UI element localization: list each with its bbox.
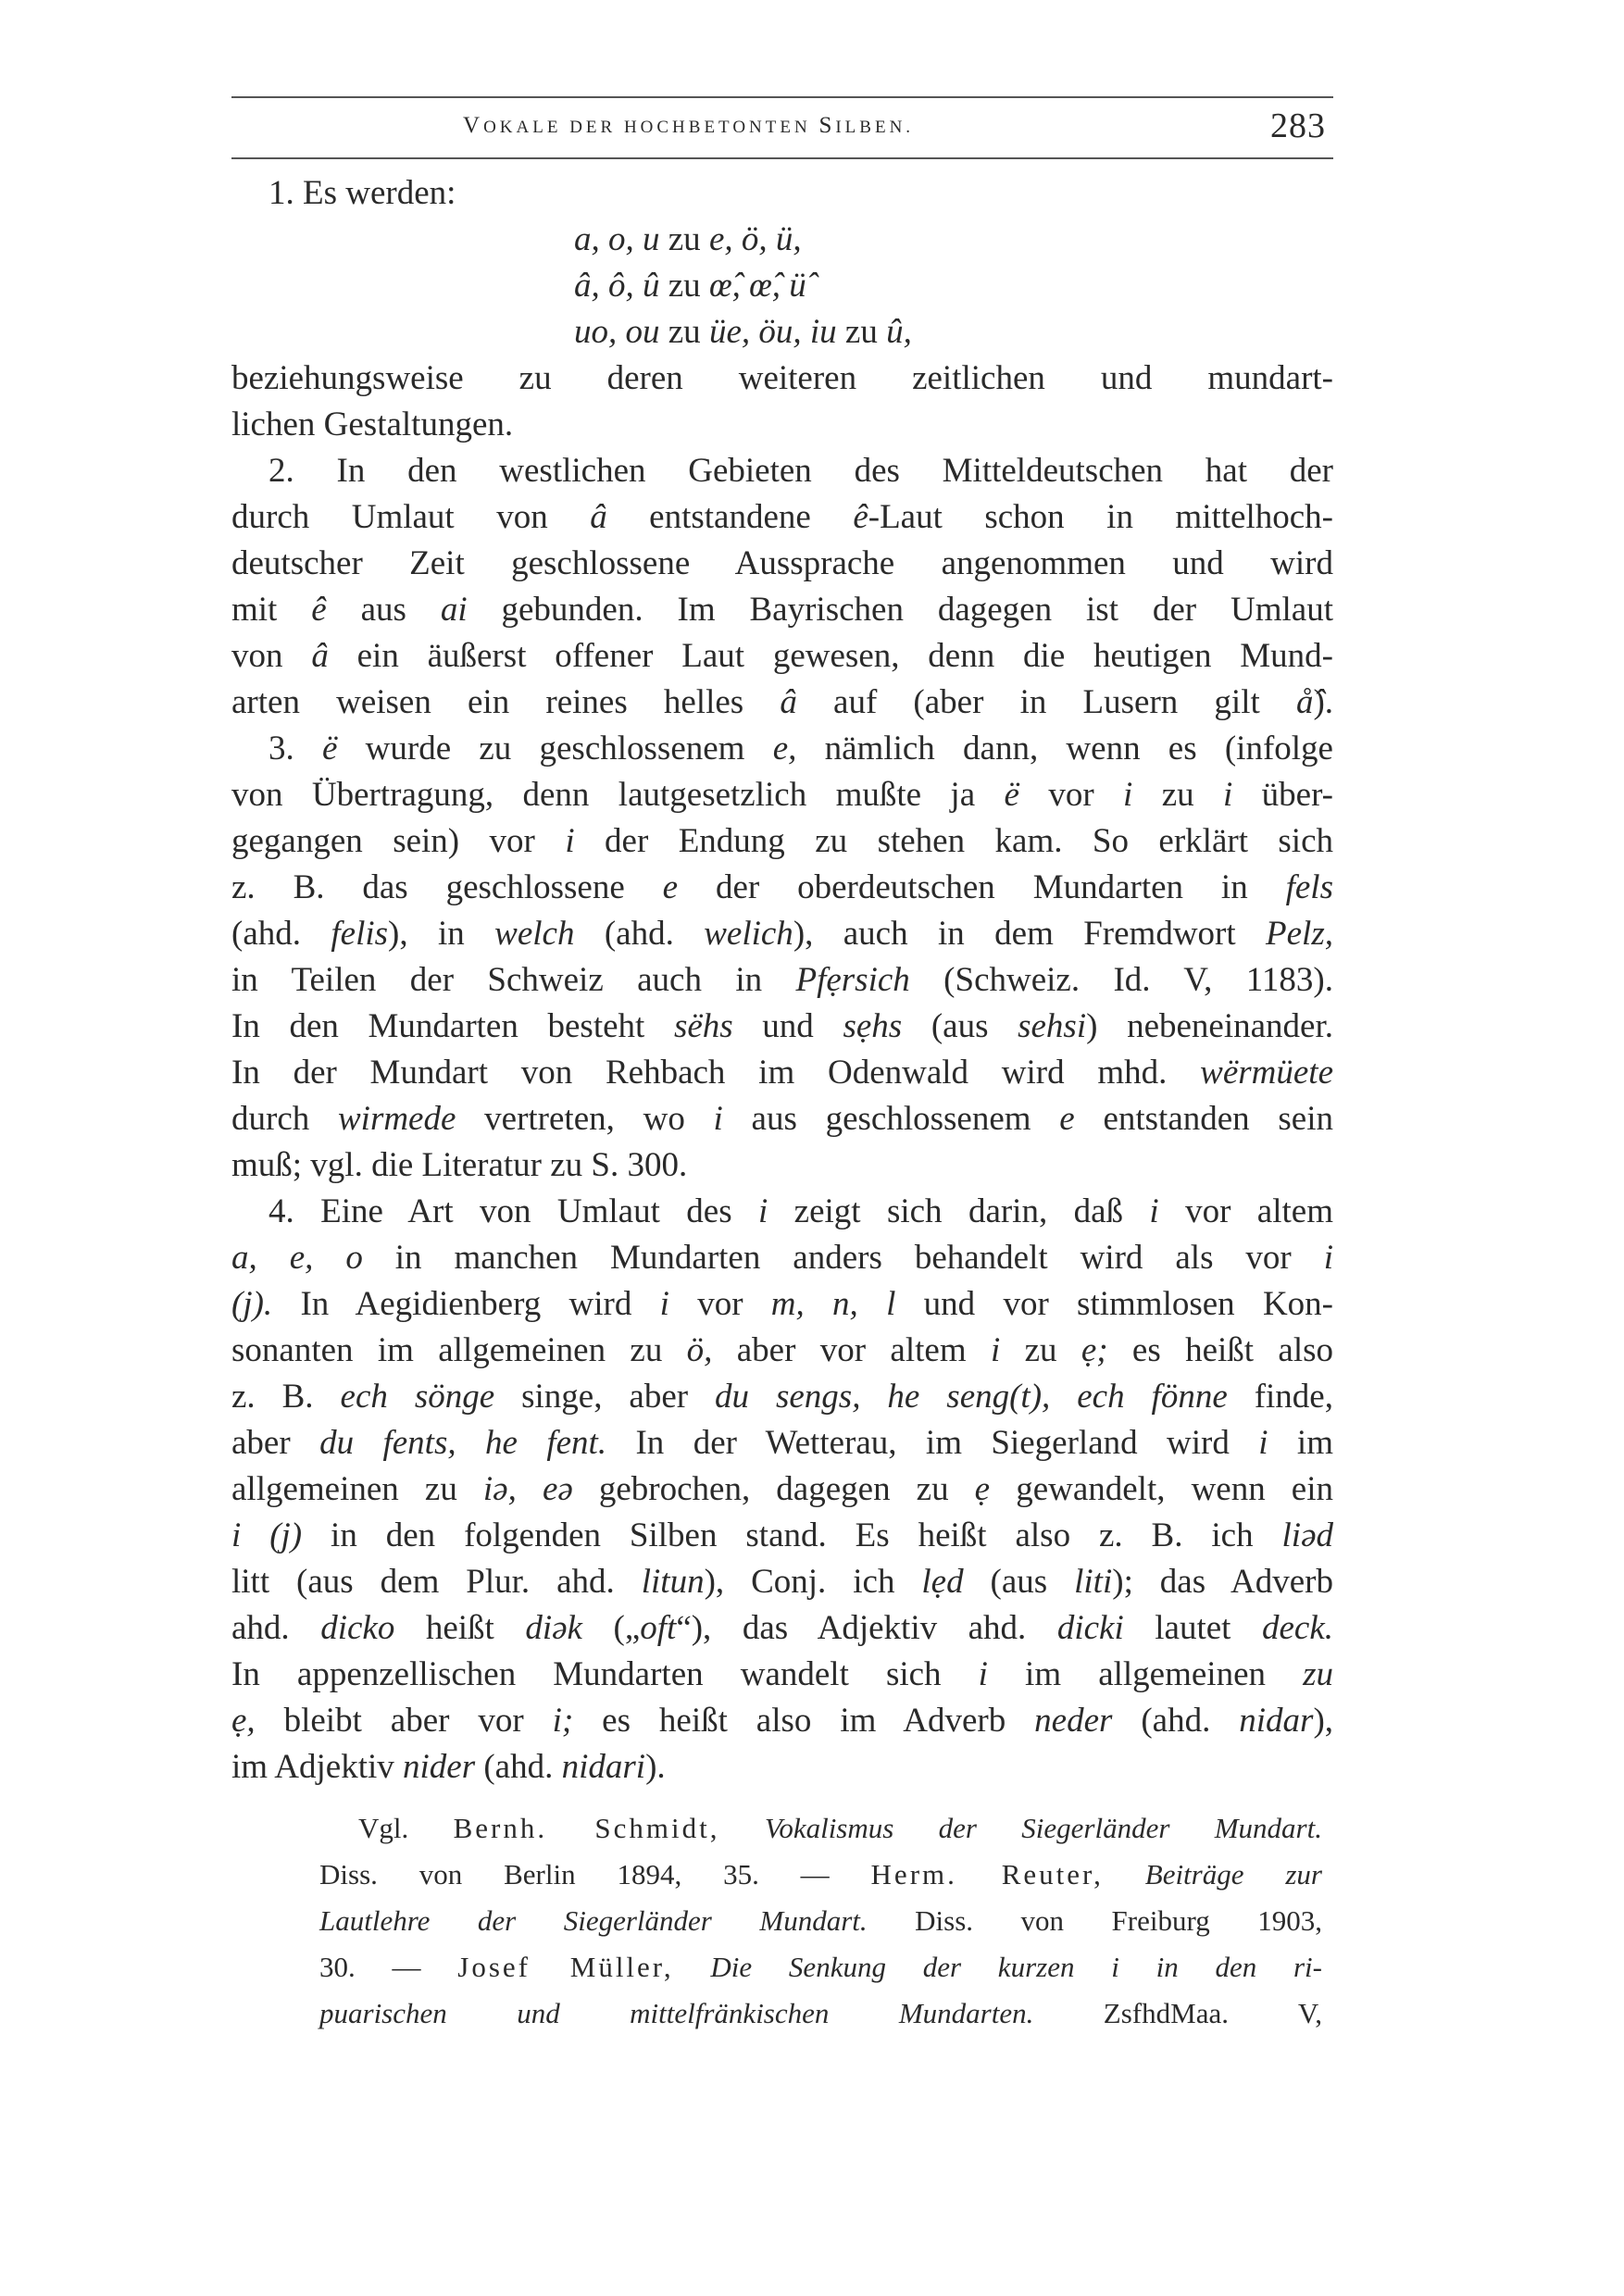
- text-line: In appenzellischen Mundarten wandelt sich i im allgemeinen zu: [231, 1655, 1333, 1693]
- text-line: durch Umlaut von â entstandene ê-Laut schon in mittelhoch-: [231, 498, 1333, 536]
- text-line: 2. In den westlichen Gebieten des Mitteldeutschen hat der: [269, 452, 1333, 490]
- vowel-line: a, o, u zu e, ö, ü,: [574, 220, 802, 258]
- note-line: 30. — Josef Müller, Die Senkung der kurzen i in den ri-: [319, 1951, 1322, 1983]
- text-line: arten weisen ein reines helles â auf (aber in Lusern gilt å̂).: [231, 683, 1334, 721]
- text-line: von Übertragung, denn lautgesetzlich mußte ja ë vor i zu i über-: [231, 776, 1333, 814]
- text-line: sonanten im allgemeinen zu ö, aber vor altem i zu ẹ; es heißt also: [231, 1331, 1334, 1369]
- text-line: z. B. ech sönge singe, aber du sengs, he seng(t), ech fönne finde,: [231, 1378, 1333, 1416]
- text-line: aber du fents, he fent. In der Wetterau, im Siegerland wird i im: [231, 1424, 1333, 1462]
- text-line: (j). In Aegidienberg wird i vor m, n, l und vor stimmlosen Kon-: [231, 1285, 1333, 1323]
- text-line: ahd. dicko heißt diək („oft“), das Adjektiv ahd. dicki lautet deck.: [231, 1609, 1333, 1647]
- text-line: z. B. das geschlossene e der oberdeutschen Mundarten in fels: [231, 868, 1333, 906]
- header-rule-bottom: [231, 157, 1333, 159]
- text-line: gegangen sein) vor i der Endung zu stehen kam. So erklärt sich: [231, 822, 1334, 860]
- text-line: von â ein äußerst offener Laut gewesen, denn die heutigen Mund-: [231, 637, 1333, 675]
- vowel-line: uo, ou zu üe, öu, iu zu û,: [574, 313, 912, 351]
- text-line: 3. ë wurde zu geschlossenem e, nämlich dann, wenn es (infolge: [269, 730, 1333, 767]
- text-line: beziehungsweise zu deren weiteren zeitlichen und mundart-: [231, 359, 1333, 397]
- note-line: puarischen und mittelfränkischen Mundarten. ZsfhdMaa. V,: [319, 1997, 1322, 2029]
- text-line: litt (aus dem Plur. ahd. litun), Conj. ich lẹd (aus liti); das Adverb: [231, 1563, 1333, 1601]
- text-line: im Adjektiv nider (ahd. nidari).: [231, 1748, 666, 1786]
- text-line: muß; vgl. die Literatur zu S. 300.: [231, 1146, 688, 1184]
- text-line: lichen Gestaltungen.: [231, 406, 514, 443]
- text-line: durch wirmede vertreten, wo i aus geschlossenem e entstanden sein: [231, 1100, 1333, 1138]
- main-text: [231, 170, 1333, 1791]
- text-line: 4. Eine Art von Umlaut des i zeigt sich darin, daß i vor altem: [269, 1192, 1333, 1230]
- bibliography-note: [319, 1805, 1322, 2037]
- text-line: In den Mundarten besteht sëhs und sẹhs (aus sehsi) nebeneinander.: [231, 1007, 1333, 1045]
- page-number: 283: [1270, 106, 1326, 145]
- text-line: allgemeinen zu iə, eə gebrochen, dagegen zu ẹ gewandelt, wenn ein: [231, 1470, 1334, 1508]
- text-line: 1. Es werden:: [269, 174, 456, 212]
- text-line: mit ê aus ai gebunden. Im Bayrischen dagegen ist der Umlaut: [231, 591, 1333, 629]
- text-line: deutscher Zeit geschlossene Aussprache angenommen und wird: [231, 544, 1333, 582]
- text-line: i (j) in den folgenden Silben stand. Es heißt also z. B. ich liəd: [231, 1516, 1334, 1554]
- vowel-line: â, ô, û zu œ̂, œ̂, ü̂: [574, 267, 806, 305]
- note-line: Diss. von Berlin 1894, 35. — Herm. Reuter, Beiträge zur: [319, 1858, 1322, 1890]
- text-line: a, e, o in manchen Mundarten anders behandelt wird als vor i: [231, 1239, 1333, 1277]
- text-line: (ahd. felis), in welch (ahd. welich), auch in dem Fremdwort Pelz,: [231, 915, 1333, 953]
- running-title: VOKALE DER HOCHBETONTEN SILBEN.: [463, 113, 915, 138]
- note-line: Vgl. Bernh. Schmidt, Vokalismus der Siegerländer Mundart.: [358, 1812, 1322, 1844]
- header-rule-top: [231, 96, 1333, 98]
- text-line: ẹ, bleibt aber vor i; es heißt also im Adverb neder (ahd. nidar),: [231, 1702, 1334, 1740]
- text-line: in Teilen der Schweiz auch in Pfẹrsich (Schweiz. Id. V, 1183).: [231, 961, 1334, 999]
- text-line: In der Mundart von Rehbach im Odenwald wird mhd. wërmüete: [231, 1054, 1333, 1092]
- note-line: Lautlehre der Siegerländer Mundart. Diss. von Freiburg 1903,: [319, 1904, 1323, 1937]
- running-header: [231, 106, 1333, 152]
